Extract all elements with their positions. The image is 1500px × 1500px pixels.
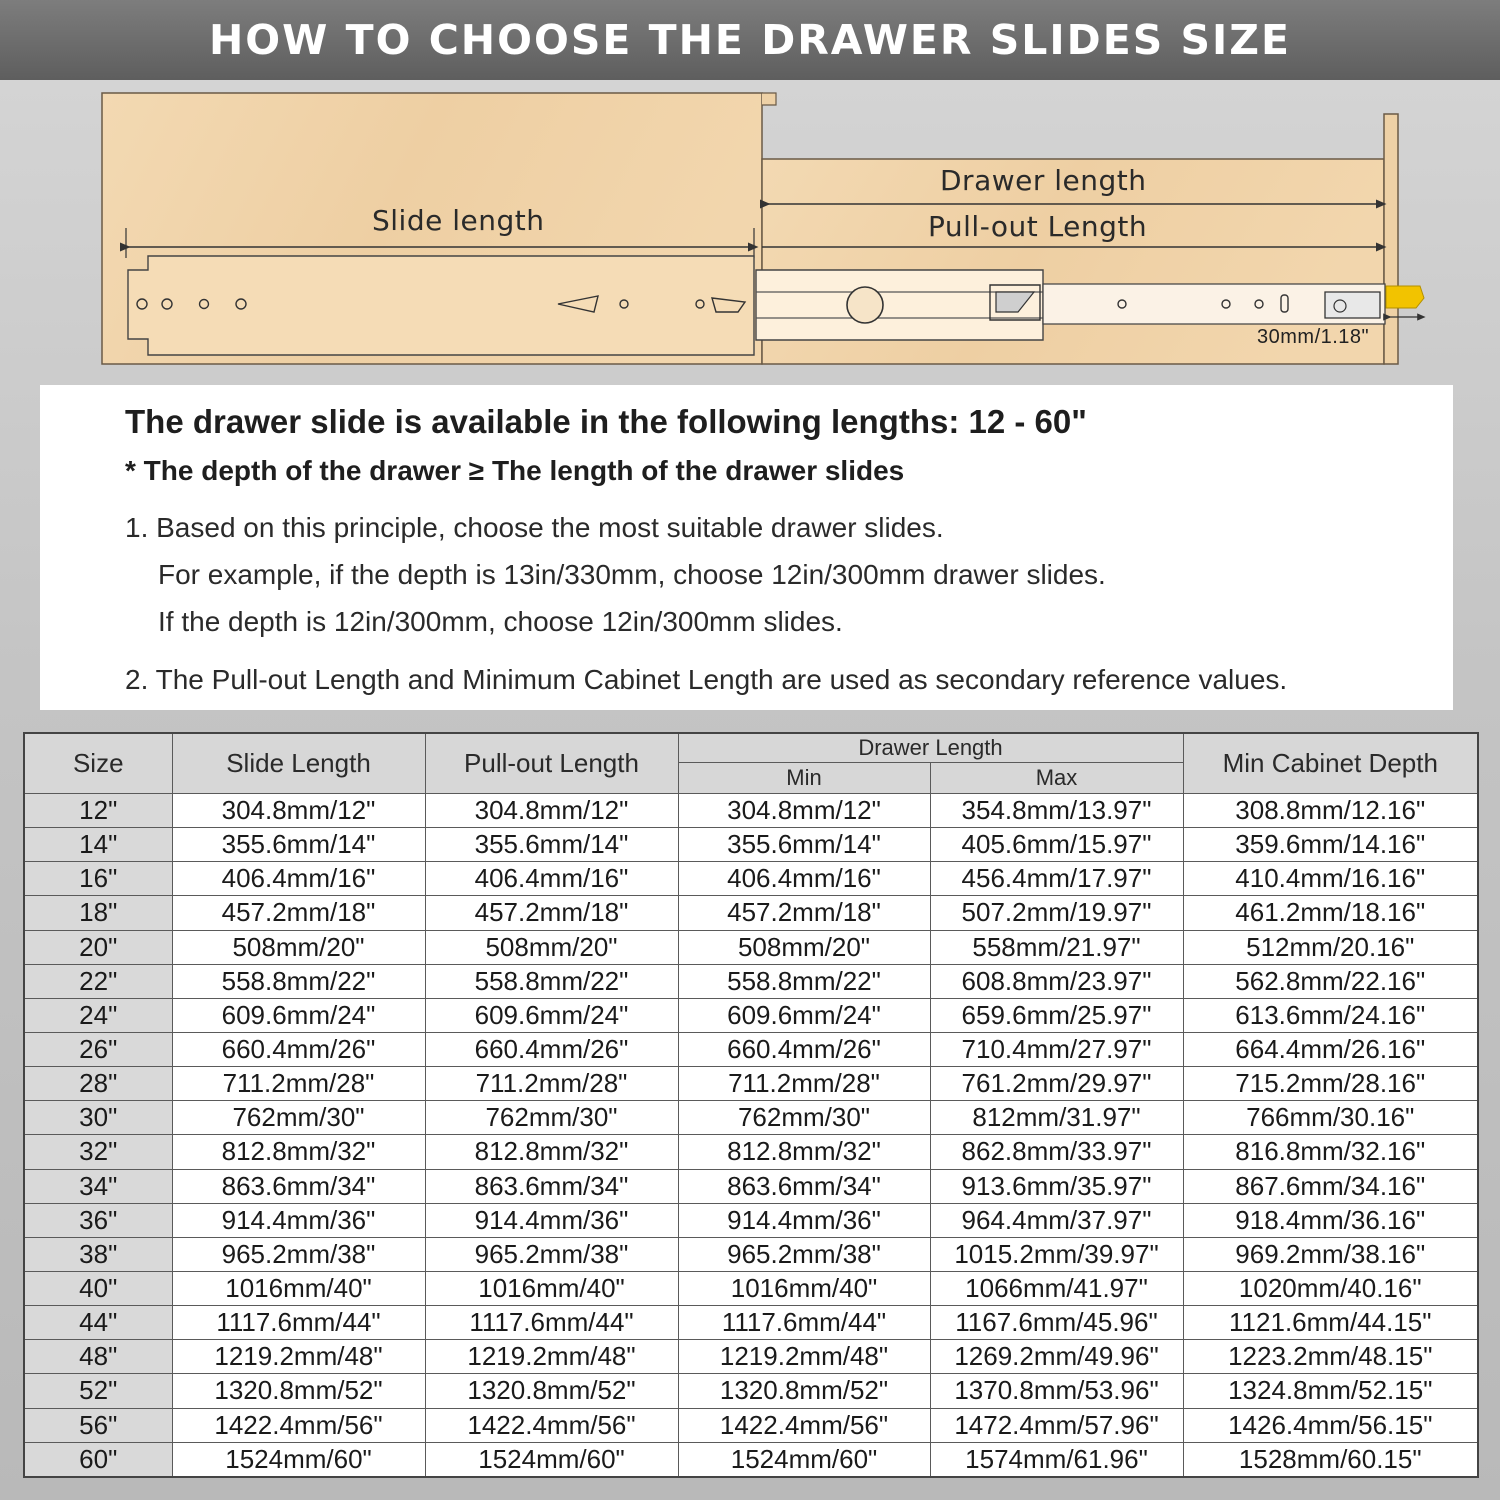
- note-item-1-line-3: If the depth is 12in/300mm, choose 12in/300mm slides.: [158, 606, 843, 637]
- cell-drawer-min: 1117.6mm/44": [678, 1306, 930, 1340]
- cell-size: 52": [24, 1374, 172, 1408]
- col-header-min-cabinet-depth: Min Cabinet Depth: [1183, 733, 1478, 794]
- cell-pullout-length: 304.8mm/12": [425, 794, 678, 828]
- cell-min-cabinet-depth: 1020mm/40.16": [1183, 1271, 1478, 1305]
- cell-drawer-min: 1320.8mm/52": [678, 1374, 930, 1408]
- cell-min-cabinet-depth: 1426.4mm/56.15": [1183, 1408, 1478, 1442]
- table-row: [24, 1203, 1478, 1237]
- pullout-length-label: Pull-out Length: [928, 210, 1148, 243]
- cell-min-cabinet-depth: 461.2mm/18.16": [1183, 896, 1478, 930]
- slide-length-label: Slide length: [372, 204, 545, 237]
- cell-size: 40": [24, 1271, 172, 1305]
- cell-pullout-length: 762mm/30": [425, 1101, 678, 1135]
- cell-min-cabinet-depth: 308.8mm/12.16": [1183, 794, 1478, 828]
- cell-size: 16": [24, 862, 172, 896]
- page-title: HOW TO CHOOSE THE DRAWER SLIDES SIZE: [208, 16, 1292, 64]
- cell-drawer-max: 659.6mm/25.97": [930, 998, 1183, 1032]
- latch-tab: [1386, 286, 1424, 308]
- cell-slide-length: 609.6mm/24": [172, 998, 425, 1032]
- cell-size: 36": [24, 1203, 172, 1237]
- cell-size: 48": [24, 1340, 172, 1374]
- cell-size: 30": [24, 1101, 172, 1135]
- header-banner: [0, 0, 1500, 80]
- cell-size: 34": [24, 1169, 172, 1203]
- cell-pullout-length: 1320.8mm/52": [425, 1374, 678, 1408]
- cell-drawer-max: 964.4mm/37.97": [930, 1203, 1183, 1237]
- table-row: [24, 1408, 1478, 1442]
- cell-drawer-max: 1269.2mm/49.96": [930, 1340, 1183, 1374]
- table-row: [24, 794, 1478, 828]
- cell-pullout-length: 1524mm/60": [425, 1442, 678, 1477]
- cell-drawer-min: 1422.4mm/56": [678, 1408, 930, 1442]
- table-row: [24, 1067, 1478, 1101]
- table-row: [24, 1169, 1478, 1203]
- cell-size: 60": [24, 1442, 172, 1477]
- cell-size: 26": [24, 1032, 172, 1066]
- cell-min-cabinet-depth: 410.4mm/16.16": [1183, 862, 1478, 896]
- cell-drawer-max: 1167.6mm/45.96": [930, 1306, 1183, 1340]
- cell-drawer-min: 558.8mm/22": [678, 964, 930, 998]
- drawer-front: [1384, 114, 1398, 364]
- cell-drawer-max: 761.2mm/29.97": [930, 1067, 1183, 1101]
- cell-drawer-min: 304.8mm/12": [678, 794, 930, 828]
- cell-slide-length: 1524mm/60": [172, 1442, 425, 1477]
- table-row: [24, 1237, 1478, 1271]
- cell-drawer-max: 862.8mm/33.97": [930, 1135, 1183, 1169]
- cell-drawer-max: 1472.4mm/57.96": [930, 1408, 1183, 1442]
- table-row: [24, 1340, 1478, 1374]
- cell-pullout-length: 711.2mm/28": [425, 1067, 678, 1101]
- outer-rail: [128, 256, 754, 355]
- cell-slide-length: 1219.2mm/48": [172, 1340, 425, 1374]
- cell-drawer-max: 354.8mm/13.97": [930, 794, 1183, 828]
- cell-slide-length: 660.4mm/26": [172, 1032, 425, 1066]
- col-header-drawer-min: Min: [678, 763, 930, 794]
- cell-slide-length: 1320.8mm/52": [172, 1374, 425, 1408]
- cell-size: 28": [24, 1067, 172, 1101]
- cell-drawer-max: 710.4mm/27.97": [930, 1032, 1183, 1066]
- cell-drawer-max: 1574mm/61.96": [930, 1442, 1183, 1477]
- drawer-slide-diagram: [0, 80, 1500, 380]
- cell-min-cabinet-depth: 1324.8mm/52.15": [1183, 1374, 1478, 1408]
- cell-drawer-min: 711.2mm/28": [678, 1067, 930, 1101]
- table-body: [24, 794, 1478, 1478]
- cell-drawer-max: 507.2mm/19.97": [930, 896, 1183, 930]
- col-header-pullout-length: Pull-out Length: [425, 733, 678, 794]
- cell-pullout-length: 914.4mm/36": [425, 1203, 678, 1237]
- table-row: [24, 964, 1478, 998]
- size-spec-table: [23, 732, 1479, 1478]
- cell-drawer-max: 1015.2mm/39.97": [930, 1237, 1183, 1271]
- col-header-drawer-max: Max: [930, 763, 1183, 794]
- cell-slide-length: 558.8mm/22": [172, 964, 425, 998]
- cell-drawer-max: 1370.8mm/53.96": [930, 1374, 1183, 1408]
- cell-pullout-length: 1422.4mm/56": [425, 1408, 678, 1442]
- cell-min-cabinet-depth: 867.6mm/34.16": [1183, 1169, 1478, 1203]
- cell-slide-length: 914.4mm/36": [172, 1203, 425, 1237]
- note-item-1-line-2: For example, if the depth is 13in/330mm, choose 12in/300mm drawer slides.: [158, 559, 1106, 590]
- cell-drawer-min: 660.4mm/26": [678, 1032, 930, 1066]
- cell-pullout-length: 609.6mm/24": [425, 998, 678, 1032]
- cell-min-cabinet-depth: 613.6mm/24.16": [1183, 998, 1478, 1032]
- cell-slide-length: 711.2mm/28": [172, 1067, 425, 1101]
- cell-drawer-min: 812.8mm/32": [678, 1135, 930, 1169]
- cell-pullout-length: 355.6mm/14": [425, 828, 678, 862]
- cell-drawer-min: 762mm/30": [678, 1101, 930, 1135]
- table-row: [24, 828, 1478, 862]
- cell-pullout-length: 406.4mm/16": [425, 862, 678, 896]
- table-row: [24, 1032, 1478, 1066]
- table-row: [24, 998, 1478, 1032]
- cell-min-cabinet-depth: 918.4mm/36.16": [1183, 1203, 1478, 1237]
- cell-min-cabinet-depth: 1121.6mm/44.15": [1183, 1306, 1478, 1340]
- cell-slide-length: 762mm/30": [172, 1101, 425, 1135]
- cell-drawer-min: 457.2mm/18": [678, 896, 930, 930]
- gap-dimension-label: 30mm/1.18": [1257, 326, 1370, 348]
- cell-slide-length: 1016mm/40": [172, 1271, 425, 1305]
- cell-slide-length: 457.2mm/18": [172, 896, 425, 930]
- note-item-1-line-1: 1. Based on this principle, choose the most suitable drawer slides.: [125, 512, 944, 543]
- cell-min-cabinet-depth: 512mm/20.16": [1183, 930, 1478, 964]
- table-row: [24, 1101, 1478, 1135]
- cell-pullout-length: 660.4mm/26": [425, 1032, 678, 1066]
- cell-pullout-length: 457.2mm/18": [425, 896, 678, 930]
- cell-pullout-length: 558.8mm/22": [425, 964, 678, 998]
- cell-pullout-length: 1016mm/40": [425, 1271, 678, 1305]
- depth-rule-note: * The depth of the drawer ≥ The length of the drawer slides: [125, 455, 905, 486]
- cell-slide-length: 406.4mm/16": [172, 862, 425, 896]
- cell-size: 32": [24, 1135, 172, 1169]
- cell-size: 20": [24, 930, 172, 964]
- cell-size: 14": [24, 828, 172, 862]
- cell-drawer-max: 1066mm/41.97": [930, 1271, 1183, 1305]
- cell-drawer-max: 456.4mm/17.97": [930, 862, 1183, 896]
- cell-pullout-length: 812.8mm/32": [425, 1135, 678, 1169]
- table-row: [24, 1374, 1478, 1408]
- cell-drawer-min: 406.4mm/16": [678, 862, 930, 896]
- cell-size: 22": [24, 964, 172, 998]
- cell-slide-length: 304.8mm/12": [172, 794, 425, 828]
- cell-drawer-min: 863.6mm/34": [678, 1169, 930, 1203]
- cell-drawer-min: 508mm/20": [678, 930, 930, 964]
- cell-min-cabinet-depth: 664.4mm/26.16": [1183, 1032, 1478, 1066]
- table-row: [24, 1135, 1478, 1169]
- cell-slide-length: 863.6mm/34": [172, 1169, 425, 1203]
- cell-drawer-max: 405.6mm/15.97": [930, 828, 1183, 862]
- cell-pullout-length: 1117.6mm/44": [425, 1306, 678, 1340]
- cell-min-cabinet-depth: 1528mm/60.15": [1183, 1442, 1478, 1477]
- cell-pullout-length: 965.2mm/38": [425, 1237, 678, 1271]
- cell-min-cabinet-depth: 715.2mm/28.16": [1183, 1067, 1478, 1101]
- availability-heading: The drawer slide is available in the following lengths: 12 - 60": [125, 403, 1087, 440]
- cell-drawer-min: 355.6mm/14": [678, 828, 930, 862]
- table-row: [24, 930, 1478, 964]
- col-header-size: Size: [24, 733, 172, 794]
- col-header-slide-length: Slide Length: [172, 733, 425, 794]
- table-row: [24, 1442, 1478, 1477]
- cell-size: 18": [24, 896, 172, 930]
- cell-size: 44": [24, 1306, 172, 1340]
- cell-pullout-length: 863.6mm/34": [425, 1169, 678, 1203]
- cell-size: 24": [24, 998, 172, 1032]
- cell-pullout-length: 508mm/20": [425, 930, 678, 964]
- cell-size: 12": [24, 794, 172, 828]
- cell-drawer-min: 1016mm/40": [678, 1271, 930, 1305]
- cell-min-cabinet-depth: 816.8mm/32.16": [1183, 1135, 1478, 1169]
- cell-slide-length: 355.6mm/14": [172, 828, 425, 862]
- cell-drawer-max: 913.6mm/35.97": [930, 1169, 1183, 1203]
- table-row: [24, 1271, 1478, 1305]
- cell-min-cabinet-depth: 562.8mm/22.16": [1183, 964, 1478, 998]
- note-item-2: 2. The Pull-out Length and Minimum Cabinet Length are used as secondary reference values.: [125, 664, 1288, 695]
- cell-pullout-length: 1219.2mm/48": [425, 1340, 678, 1374]
- table-row: [24, 896, 1478, 930]
- drawer-length-label: Drawer length: [940, 164, 1147, 197]
- cell-min-cabinet-depth: 359.6mm/14.16": [1183, 828, 1478, 862]
- cell-slide-length: 965.2mm/38": [172, 1237, 425, 1271]
- cell-min-cabinet-depth: 1223.2mm/48.15": [1183, 1340, 1478, 1374]
- cell-drawer-min: 965.2mm/38": [678, 1237, 930, 1271]
- cell-drawer-min: 609.6mm/24": [678, 998, 930, 1032]
- table-row: [24, 862, 1478, 896]
- cell-drawer-max: 608.8mm/23.97": [930, 964, 1183, 998]
- cell-slide-length: 812.8mm/32": [172, 1135, 425, 1169]
- cell-drawer-max: 812mm/31.97": [930, 1101, 1183, 1135]
- notes-panel: [40, 385, 1453, 710]
- cell-drawer-min: 1219.2mm/48": [678, 1340, 930, 1374]
- cell-drawer-min: 914.4mm/36": [678, 1203, 930, 1237]
- cell-size: 56": [24, 1408, 172, 1442]
- cell-slide-length: 1422.4mm/56": [172, 1408, 425, 1442]
- cell-drawer-min: 1524mm/60": [678, 1442, 930, 1477]
- cell-min-cabinet-depth: 969.2mm/38.16": [1183, 1237, 1478, 1271]
- cell-drawer-max: 558mm/21.97": [930, 930, 1183, 964]
- cell-size: 38": [24, 1237, 172, 1271]
- table-row: [24, 1306, 1478, 1340]
- cell-slide-length: 508mm/20": [172, 930, 425, 964]
- col-header-drawer-length: Drawer Length: [678, 733, 1183, 763]
- cell-slide-length: 1117.6mm/44": [172, 1306, 425, 1340]
- cell-min-cabinet-depth: 766mm/30.16": [1183, 1101, 1478, 1135]
